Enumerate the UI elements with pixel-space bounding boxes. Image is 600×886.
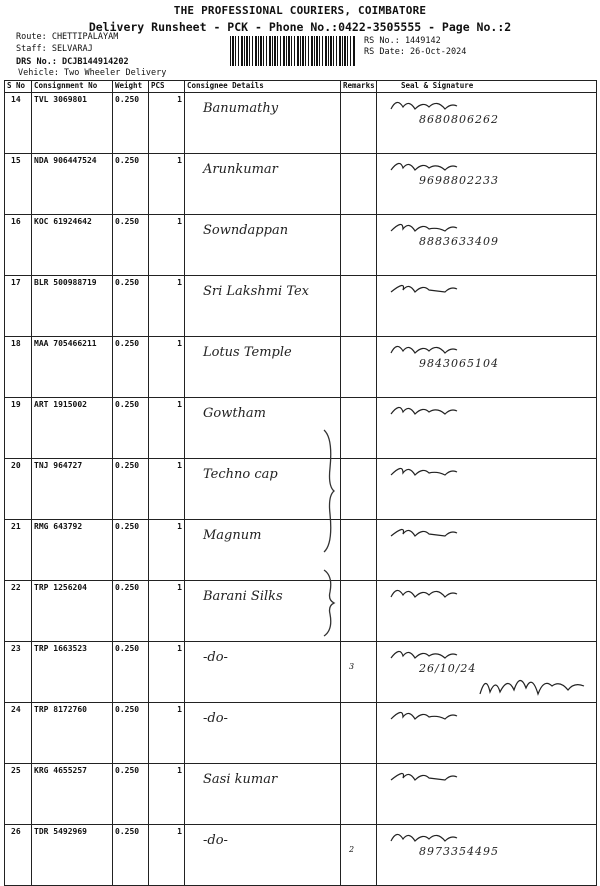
row-weight: 0.250	[113, 93, 149, 154]
row-sno: 17	[5, 276, 32, 337]
row-remarks: 3	[341, 642, 377, 703]
consignee-cell	[185, 825, 341, 886]
row-pcs: 1	[149, 276, 185, 337]
row-signature: 9843065104	[419, 357, 499, 370]
row-pcs: 1	[149, 825, 185, 886]
signature-cell	[377, 398, 597, 459]
row-signature: 26/10/24	[419, 662, 477, 675]
row-signature: 8680806262	[419, 113, 499, 126]
col-header-pcs: PCS	[149, 81, 185, 93]
table-row	[5, 581, 597, 642]
consignee-cell	[185, 398, 341, 459]
consignee-cell	[185, 93, 341, 154]
row-consignment-no: MAA 705466211	[32, 337, 113, 398]
rs-date: RS Date: 26-Oct-2024	[364, 47, 467, 57]
col-header-sno: S No	[5, 81, 32, 93]
bracket-mark	[322, 428, 336, 554]
signature-cell	[377, 764, 597, 825]
row-pcs: 1	[149, 93, 185, 154]
col-header-consignment: Consignment No	[32, 81, 113, 93]
row-consignee: Sri Lakshmi Tex	[203, 284, 310, 299]
row-consignee: -do-	[203, 833, 228, 848]
row-sno: 16	[5, 215, 32, 276]
row-remarks	[341, 459, 377, 520]
row-sno: 23	[5, 642, 32, 703]
consignee-cell	[185, 459, 341, 520]
table-row	[5, 93, 597, 154]
row-consignee: -do-	[203, 711, 228, 726]
consignee-cell	[185, 520, 341, 581]
row-pcs: 1	[149, 764, 185, 825]
row-remarks	[341, 337, 377, 398]
row-signature: 8883633409	[419, 235, 499, 248]
row-sno: 24	[5, 703, 32, 764]
row-weight: 0.250	[113, 825, 149, 886]
row-consignee: Lotus Temple	[203, 345, 292, 360]
table-header-row	[5, 81, 597, 93]
row-consignee: -do-	[203, 650, 228, 665]
signature-cell	[377, 337, 597, 398]
row-weight: 0.250	[113, 398, 149, 459]
row-consignment-no: TRP 1256204	[32, 581, 113, 642]
staff-label: Staff: SELVARAJ	[16, 44, 93, 54]
row-consignment-no: TVL 3069801	[32, 93, 113, 154]
row-consignee: Banumathy	[203, 101, 279, 116]
route-label: Route: CHETTIPALAYAM	[16, 32, 119, 42]
row-remarks	[341, 276, 377, 337]
signature-cell	[377, 520, 597, 581]
table-row	[5, 520, 597, 581]
signature-scribble	[389, 829, 459, 845]
row-pcs: 1	[149, 581, 185, 642]
row-remarks	[341, 215, 377, 276]
signature-scribble	[389, 768, 459, 784]
row-weight: 0.250	[113, 764, 149, 825]
signature-scribble	[389, 585, 459, 601]
row-weight: 0.250	[113, 154, 149, 215]
row-consignment-no: ART 1915002	[32, 398, 113, 459]
row-pcs: 1	[149, 215, 185, 276]
row-sno: 26	[5, 825, 32, 886]
row-remarks	[341, 520, 377, 581]
signature-scribble	[389, 97, 459, 113]
row-weight: 0.250	[113, 215, 149, 276]
document-title: THE PROFESSIONAL COURIERS, COIMBATORE	[173, 4, 427, 17]
row-sno: 20	[5, 459, 32, 520]
row-consignment-no: KRG 4655257	[32, 764, 113, 825]
row-sno: 22	[5, 581, 32, 642]
signature-scribble	[389, 646, 459, 662]
row-remarks	[341, 398, 377, 459]
consignee-cell	[185, 276, 341, 337]
row-consignee: Arunkumar	[203, 162, 278, 177]
col-header-signature: Seal & Signature	[377, 81, 597, 93]
signature-scribble	[389, 158, 459, 174]
row-consignee: Sowndappan	[203, 223, 289, 238]
runsheet-table	[4, 80, 597, 886]
consignee-cell	[185, 215, 341, 276]
row-consignee: Magnum	[203, 528, 262, 543]
table-row	[5, 154, 597, 215]
consignee-cell	[185, 337, 341, 398]
row-remarks	[341, 703, 377, 764]
signature-cell	[377, 215, 597, 276]
row-weight: 0.250	[113, 520, 149, 581]
rs-number: RS No.: 1449142	[364, 36, 441, 46]
vehicle-label: Vehicle: Two Wheeler Delivery	[18, 68, 167, 78]
row-pcs: 1	[149, 398, 185, 459]
row-sno: 14	[5, 93, 32, 154]
table-row	[5, 276, 597, 337]
row-pcs: 1	[149, 337, 185, 398]
row-remarks	[341, 764, 377, 825]
bracket-mark	[322, 568, 336, 638]
drs-number: DRS No.: DCJB144914202	[16, 57, 129, 67]
row-remarks	[341, 581, 377, 642]
row-pcs: 1	[149, 520, 185, 581]
row-consignee: Sasi kumar	[203, 772, 278, 787]
row-weight: 0.250	[113, 703, 149, 764]
barcode	[230, 36, 355, 66]
col-header-consignee: Consignee Details	[185, 81, 341, 93]
consignee-cell	[185, 703, 341, 764]
signature-cell	[377, 93, 597, 154]
signature-scribble	[389, 707, 459, 723]
table-row	[5, 459, 597, 520]
signature-cell	[377, 825, 597, 886]
row-remarks	[341, 93, 377, 154]
signature-cell	[377, 276, 597, 337]
row-pcs: 1	[149, 459, 185, 520]
signature-scribble	[389, 280, 459, 296]
row-consignment-no: TRP 8172760	[32, 703, 113, 764]
row-weight: 0.250	[113, 581, 149, 642]
document-subtitle: Delivery Runsheet - PCK - Phone No.:0422-3505555 - Page No.:2	[88, 20, 512, 34]
staff-signature	[478, 664, 588, 704]
row-pcs: 1	[149, 703, 185, 764]
row-weight: 0.250	[113, 459, 149, 520]
row-consignment-no: BLR 500988719	[32, 276, 113, 337]
signature-scribble	[389, 524, 459, 540]
row-sno: 19	[5, 398, 32, 459]
signature-cell	[377, 154, 597, 215]
row-sno: 15	[5, 154, 32, 215]
row-sno: 21	[5, 520, 32, 581]
consignee-cell	[185, 154, 341, 215]
row-sno: 18	[5, 337, 32, 398]
row-remarks	[341, 154, 377, 215]
row-weight: 0.250	[113, 337, 149, 398]
consignee-cell	[185, 581, 341, 642]
row-sno: 25	[5, 764, 32, 825]
row-consignee: Barani Silks	[203, 589, 283, 604]
row-consignment-no: TDR 5492969	[32, 825, 113, 886]
row-consignment-no: TNJ 964727	[32, 459, 113, 520]
table-row	[5, 337, 597, 398]
signature-scribble	[389, 402, 459, 418]
signature-scribble	[389, 463, 459, 479]
table-row	[5, 703, 597, 764]
row-remarks: 2	[341, 825, 377, 886]
signature-scribble	[389, 341, 459, 357]
signature-cell	[377, 581, 597, 642]
table-row	[5, 825, 597, 886]
signature-cell	[377, 703, 597, 764]
signature-scribble	[389, 219, 459, 235]
consignee-cell	[185, 642, 341, 703]
table-row	[5, 398, 597, 459]
signature-cell	[377, 459, 597, 520]
row-signature: 9698802233	[419, 174, 499, 187]
row-weight: 0.250	[113, 642, 149, 703]
row-consignee: Gowtham	[203, 406, 267, 421]
row-consignee: Techno cap	[203, 467, 278, 482]
col-header-weight: Weight	[113, 81, 149, 93]
row-consignment-no: KOC 61924642	[32, 215, 113, 276]
table-row	[5, 215, 597, 276]
col-header-remarks: Remarks	[341, 81, 377, 93]
row-weight: 0.250	[113, 276, 149, 337]
row-pcs: 1	[149, 642, 185, 703]
consignee-cell	[185, 764, 341, 825]
table-row	[5, 764, 597, 825]
row-consignment-no: RMG 643792	[32, 520, 113, 581]
row-consignment-no: NDA 906447524	[32, 154, 113, 215]
row-pcs: 1	[149, 154, 185, 215]
row-signature: 8973354495	[419, 845, 499, 858]
row-consignment-no: TRP 1663523	[32, 642, 113, 703]
